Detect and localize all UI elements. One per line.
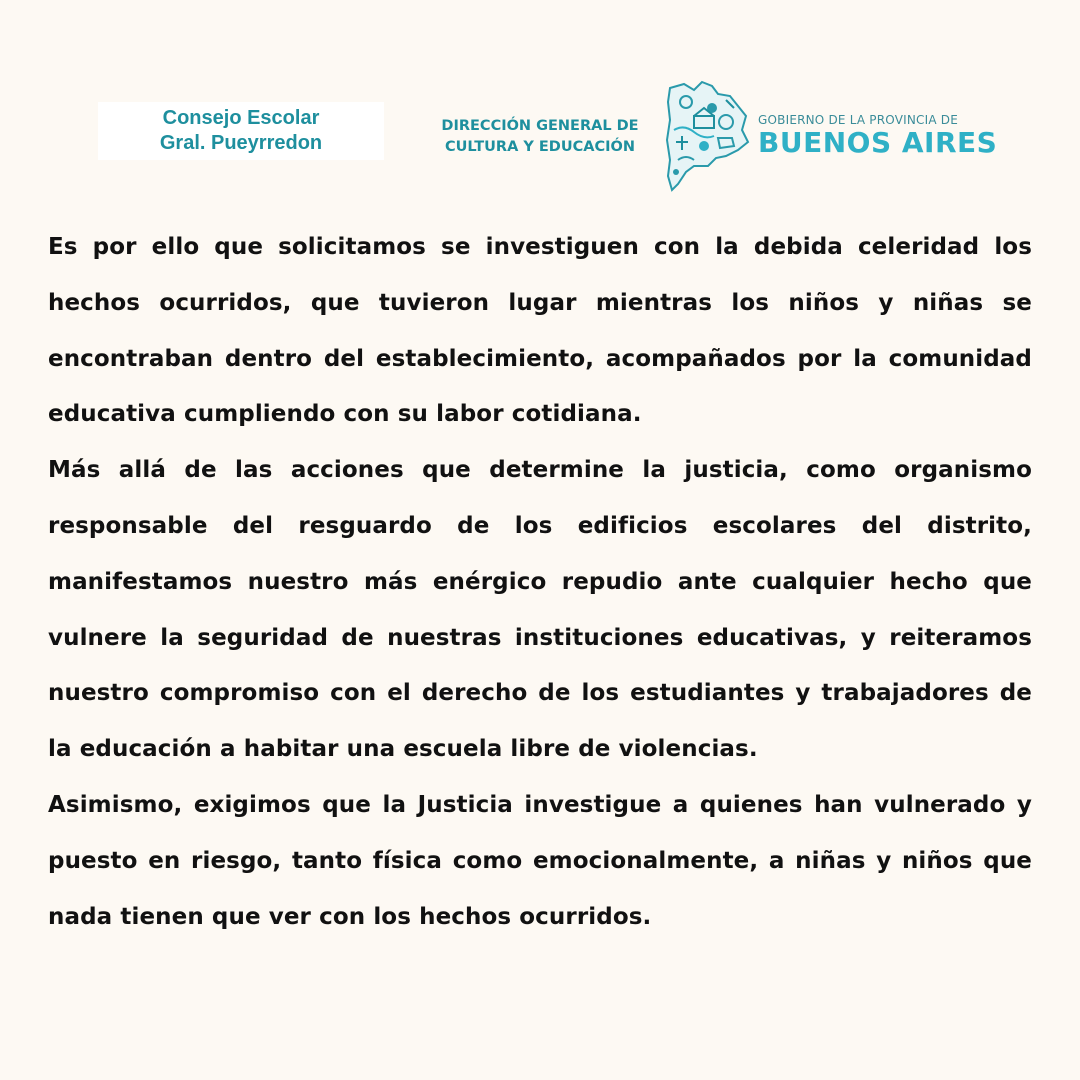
- statement-body: [48, 220, 1032, 945]
- consejo-escolar-logo: [98, 102, 384, 160]
- paragraph-3: Asimismo, exigimos que la Justicia investigue a quienes han vulnerado y puesto en riesgo, tanto física como emocionalmente, a niñas y niños que nada tienen que ver con los hechos ocurridos.: [48, 791, 1032, 930]
- gobierno-logo-text: [758, 113, 997, 159]
- paragraph-2: Más allá de las acciones que determine la justicia, como organismo responsable del resguardo de los edificios escolares del distrito, manifestamos nuestro más enérgico repudio ante cualquier hecho que vulnere la seguridad de nuestras instituciones educativas, y reiteramos nuestro compromiso con el derecho de los estudiantes y trabajadores de la educación a habitar una escuela libre de violencias.: [48, 457, 1032, 763]
- consejo-line-1: Consejo Escolar: [162, 107, 320, 129]
- header: [0, 0, 1080, 200]
- gobierno-line-1: GOBIERNO DE LA PROVINCIA DE: [758, 113, 958, 127]
- dgce-line-2: CULTURA Y EDUCACIÓN: [445, 139, 635, 155]
- paragraph-1: Es por ello que solicitamos se investiguen con la debida celeridad los hechos ocurridos, que tuvieron lugar mientras los niños y niñas se encontraban dentro del establecimiento, acompañados por la comunidad educativa cumpliendo con su labor cotidiana.: [48, 234, 1032, 428]
- dgce-logo-text: [420, 116, 660, 158]
- consejo-line-2: Gral. Pueyrredon: [159, 132, 323, 154]
- gobierno-line-2: BUENOS AIRES: [758, 126, 998, 159]
- buenos-aires-province-map-icon: [664, 80, 750, 192]
- dgce-line-1: DIRECCIÓN GENERAL DE: [441, 118, 639, 134]
